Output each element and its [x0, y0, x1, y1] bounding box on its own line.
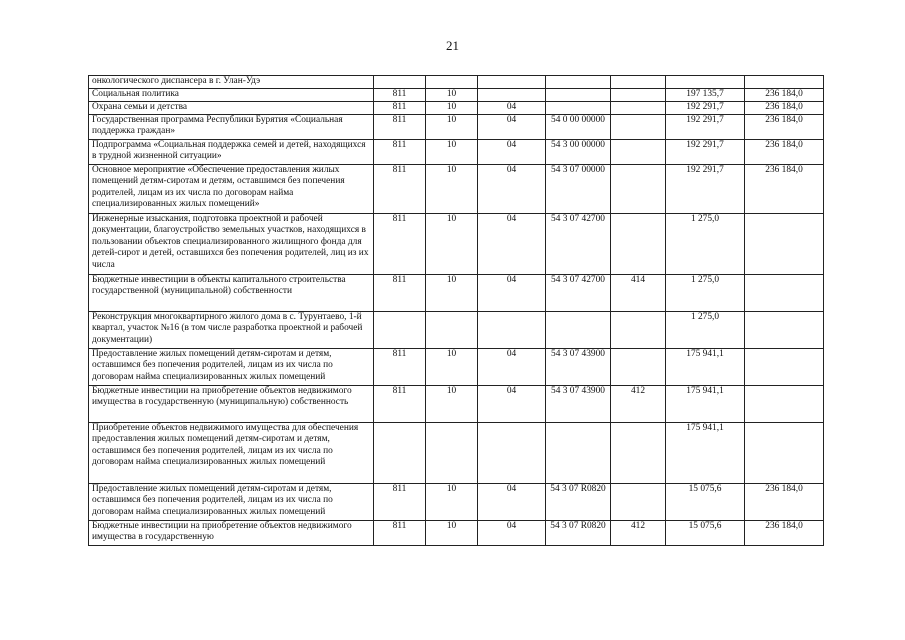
row-expense-type [611, 349, 666, 386]
row-target-article: 54 3 00 00000 [546, 140, 611, 165]
row-amount-year1: 192 291,7 [666, 115, 745, 140]
row-expense-type [611, 89, 666, 102]
table-row [89, 115, 824, 140]
row-expense-type: 414 [611, 275, 666, 312]
row-amount-year2 [745, 349, 824, 386]
row-amount-year1: 192 291,7 [666, 165, 745, 214]
row-name: Бюджетные инвестиции на приобретение объектов недвижимого имущества в государственную [89, 521, 374, 546]
row-target-article: 54 3 07 42700 [546, 214, 611, 275]
row-amount-year2: 236 184,0 [745, 140, 824, 165]
row-section [426, 312, 478, 349]
table-row [89, 484, 824, 521]
row-admin-code: 811 [374, 140, 426, 165]
row-amount-year1: 175 941,1 [666, 423, 745, 484]
budget-table [88, 75, 824, 546]
row-amount-year2: 236 184,0 [745, 115, 824, 140]
row-section: 10 [426, 386, 478, 423]
row-name: Предоставление жилых помещений детям-сиротам и детям, оставшимся без попечения родителей, лицам из их числа по договорам найма специализированных жилых помещений [89, 349, 374, 386]
row-expense-type [611, 165, 666, 214]
row-amount-year1 [666, 76, 745, 89]
row-expense-type [611, 484, 666, 521]
row-name: Предоставление жилых помещений детям-сиротам и детям, оставшимся без попечения родителей, лицам из их числа по договорам найма специализированных жилых помещений [89, 484, 374, 521]
row-amount-year2: 236 184,0 [745, 165, 824, 214]
row-section: 10 [426, 140, 478, 165]
row-name: Приобретение объектов недвижимого имущества для обеспечения предоставления жилых помещений детям-сиротам и детям, оставшимся без попечения родителей, лицам из их числа по договорам найма специализированных жилых помещений [89, 423, 374, 484]
row-subsection: 04 [478, 214, 546, 275]
row-expense-type: 412 [611, 386, 666, 423]
row-admin-code [374, 312, 426, 349]
row-section: 10 [426, 521, 478, 546]
row-target-article [546, 423, 611, 484]
table-row [89, 214, 824, 275]
table-row [89, 312, 824, 349]
row-section: 10 [426, 484, 478, 521]
row-amount-year1: 175 941,1 [666, 349, 745, 386]
row-subsection: 04 [478, 115, 546, 140]
table-row [89, 89, 824, 102]
row-amount-year1: 192 291,7 [666, 102, 745, 115]
row-subsection: 04 [478, 386, 546, 423]
row-subsection [478, 423, 546, 484]
row-admin-code: 811 [374, 484, 426, 521]
row-section [426, 76, 478, 89]
row-expense-type [611, 140, 666, 165]
row-section [426, 423, 478, 484]
row-expense-type: 412 [611, 521, 666, 546]
table-row [89, 423, 824, 484]
row-subsection: 04 [478, 484, 546, 521]
row-amount-year2 [745, 423, 824, 484]
row-amount-year2: 236 184,0 [745, 89, 824, 102]
row-expense-type [611, 76, 666, 89]
row-expense-type [611, 312, 666, 349]
table-row [89, 102, 824, 115]
row-name: Бюджетные инвестиции на приобретение объектов недвижимого имущества в государственную (муниципальную) собственность [89, 386, 374, 423]
row-amount-year1: 15 075,6 [666, 484, 745, 521]
row-name: Охрана семьи и детства [89, 102, 374, 115]
row-section: 10 [426, 165, 478, 214]
row-admin-code [374, 76, 426, 89]
row-name: онкологического диспансера в г. Улан-Удэ [89, 76, 374, 89]
table-row [89, 275, 824, 312]
row-name: Основное мероприятие «Обеспечение предоставления жилых помещений детям-сиротам и детям, оставшимся без попечения родителей, лицам из их числа по договорам найма специализированных жилых помещений» [89, 165, 374, 214]
row-amount-year2 [745, 76, 824, 89]
row-admin-code: 811 [374, 102, 426, 115]
row-admin-code [374, 423, 426, 484]
row-expense-type [611, 102, 666, 115]
table-row [89, 386, 824, 423]
row-amount-year1: 15 075,6 [666, 521, 745, 546]
row-target-article: 54 3 07 00000 [546, 165, 611, 214]
table-row [89, 349, 824, 386]
row-amount-year2 [745, 275, 824, 312]
row-target-article: 54 0 00 00000 [546, 115, 611, 140]
row-target-article [546, 312, 611, 349]
row-admin-code: 811 [374, 165, 426, 214]
row-amount-year2: 236 184,0 [745, 521, 824, 546]
row-amount-year1: 175 941,1 [666, 386, 745, 423]
row-subsection [478, 89, 546, 102]
table-row [89, 521, 824, 546]
row-admin-code: 811 [374, 349, 426, 386]
row-section: 10 [426, 214, 478, 275]
row-subsection [478, 312, 546, 349]
row-name: Реконструкция многоквартирного жилого дома в с. Турунтаево, 1-й квартал, участок №16 (в том числе разработка проектной и рабочей документации) [89, 312, 374, 349]
row-amount-year1: 1 275,0 [666, 275, 745, 312]
row-name: Бюджетные инвестиции в объекты капитального строительства государственной (муниципальной) собственности [89, 275, 374, 312]
row-subsection: 04 [478, 102, 546, 115]
row-amount-year2 [745, 214, 824, 275]
row-name: Социальная политика [89, 89, 374, 102]
row-target-article [546, 89, 611, 102]
row-amount-year1: 1 275,0 [666, 312, 745, 349]
row-subsection: 04 [478, 165, 546, 214]
row-section: 10 [426, 115, 478, 140]
row-amount-year1: 1 275,0 [666, 214, 745, 275]
row-amount-year2 [745, 312, 824, 349]
row-admin-code: 811 [374, 89, 426, 102]
row-subsection [478, 76, 546, 89]
row-name: Подпрограмма «Социальная поддержка семей и детей, находящихся в трудной жизненной ситуации» [89, 140, 374, 165]
row-amount-year2: 236 184,0 [745, 484, 824, 521]
row-name: Государственная программа Республики Бурятия «Социальная поддержка граждан» [89, 115, 374, 140]
table-row [89, 76, 824, 89]
row-admin-code: 811 [374, 386, 426, 423]
row-expense-type [611, 115, 666, 140]
row-target-article: 54 3 07 R0820 [546, 521, 611, 546]
row-admin-code: 811 [374, 275, 426, 312]
row-subsection: 04 [478, 349, 546, 386]
row-admin-code: 811 [374, 115, 426, 140]
row-subsection: 04 [478, 275, 546, 312]
table-row [89, 140, 824, 165]
row-expense-type [611, 423, 666, 484]
row-amount-year2: 236 184,0 [745, 102, 824, 115]
row-target-article: 54 3 07 42700 [546, 275, 611, 312]
row-target-article [546, 102, 611, 115]
row-admin-code: 811 [374, 521, 426, 546]
table-row [89, 165, 824, 214]
row-section: 10 [426, 349, 478, 386]
row-amount-year1: 192 291,7 [666, 140, 745, 165]
row-admin-code: 811 [374, 214, 426, 275]
row-section: 10 [426, 89, 478, 102]
row-name: Инженерные изыскания, подготовка проектной и рабочей документации, благоустройство земельных участков, находящихся в пользовании объектов специализированного жилищного фонда для детей-сирот и детей, оставшихся без попечения родителей, лиц из их числа [89, 214, 374, 275]
page-number: 21 [446, 38, 459, 53]
row-target-article [546, 76, 611, 89]
row-amount-year2 [745, 386, 824, 423]
row-expense-type [611, 214, 666, 275]
row-section: 10 [426, 102, 478, 115]
row-subsection: 04 [478, 140, 546, 165]
row-section: 10 [426, 275, 478, 312]
row-target-article: 54 3 07 43900 [546, 386, 611, 423]
row-subsection: 04 [478, 521, 546, 546]
row-target-article: 54 3 07 R0820 [546, 484, 611, 521]
row-target-article: 54 3 07 43900 [546, 349, 611, 386]
row-amount-year1: 197 135,7 [666, 89, 745, 102]
